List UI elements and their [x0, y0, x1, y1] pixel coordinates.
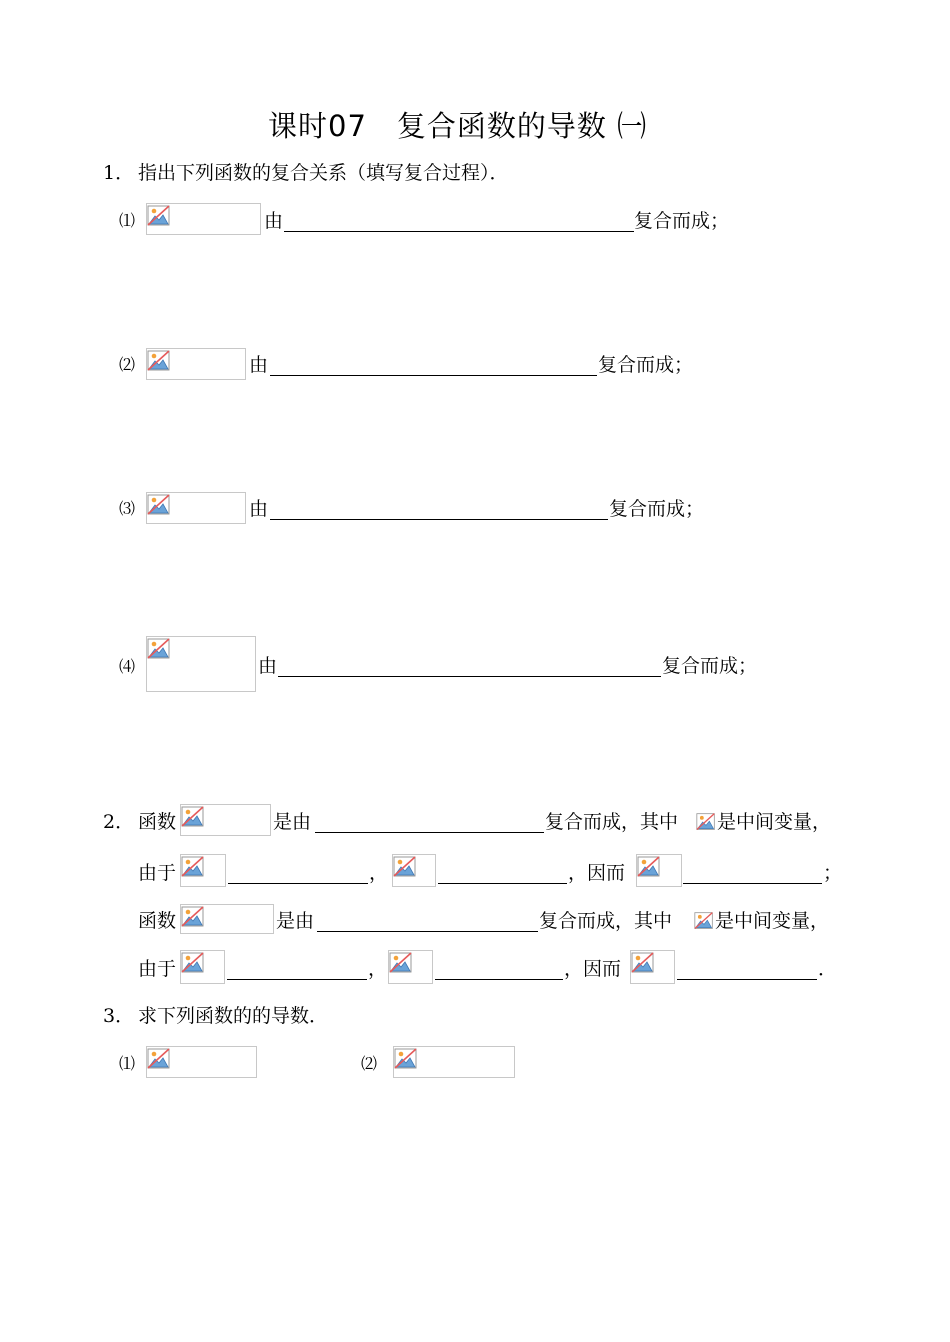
q1-item-end: 复合而成； — [598, 354, 694, 376]
broken-image-icon — [147, 493, 171, 517]
q1-item-end: 复合而成； — [609, 498, 705, 520]
formula-image — [180, 854, 226, 887]
q1-item-mid: 由 — [249, 498, 269, 520]
broken-image-icon — [181, 805, 205, 829]
q2-number: 2． — [103, 811, 135, 833]
answer-blank[interactable] — [270, 375, 597, 376]
broken-image-icon — [631, 951, 655, 975]
q2-line-text: 复合而成，其中 — [545, 811, 679, 833]
broken-image-icon — [393, 855, 417, 879]
answer-blank[interactable] — [227, 979, 367, 980]
answer-blank[interactable] — [435, 979, 563, 980]
q2-line-text: ，因而 — [564, 958, 622, 980]
q1-item-label: ⑵ — [119, 355, 136, 374]
q2-line-text: 函数 — [138, 910, 177, 932]
q2-line-text: 由于 — [138, 958, 177, 980]
formula-image — [146, 492, 246, 524]
answer-blank[interactable] — [683, 883, 822, 884]
answer-blank[interactable] — [317, 931, 538, 932]
q1-item-end: 复合而成； — [634, 210, 730, 232]
answer-blank[interactable] — [228, 883, 368, 884]
formula-image — [146, 348, 246, 380]
q1-item-mid: 由 — [264, 210, 284, 232]
q2-line-text: ， — [369, 862, 389, 884]
formula-image — [630, 950, 675, 984]
q3-item-label: ⑴ — [119, 1054, 136, 1073]
q2-line-text: 由于 — [138, 862, 177, 884]
q2-line-text: 是由 — [276, 910, 315, 932]
broken-image-icon — [181, 905, 205, 929]
formula-image — [146, 636, 256, 692]
formula-image — [180, 904, 274, 934]
broken-image-icon — [147, 1047, 171, 1071]
q1-number: 1． — [103, 162, 135, 184]
q1-item-label: ⑶ — [119, 499, 136, 518]
answer-blank[interactable] — [438, 883, 567, 884]
q2-line-text: 是中间变量， — [715, 910, 830, 932]
formula-image — [180, 950, 225, 984]
broken-image-icon — [147, 204, 171, 228]
q2-line-text: ， — [368, 958, 388, 980]
q3-text: 求下列函数的的导数． — [138, 1005, 329, 1027]
broken-image-icon — [637, 855, 661, 879]
answer-blank[interactable] — [284, 231, 634, 232]
formula-image — [393, 1046, 515, 1078]
formula-image — [696, 812, 716, 832]
q2-line-text: 是中间变量， — [717, 811, 832, 833]
broken-image-icon — [147, 349, 171, 373]
page-title: 课时07 复合函数的导数 ㈠ — [268, 109, 648, 143]
formula-image — [636, 854, 682, 887]
broken-image-icon — [389, 951, 413, 975]
formula-image — [146, 1046, 257, 1078]
broken-image-icon — [181, 951, 205, 975]
broken-image-icon — [181, 855, 205, 879]
q3-number: 3． — [103, 1005, 135, 1027]
broken-image-icon — [147, 637, 171, 661]
q2-line-text: ． — [818, 958, 838, 980]
q1-item-label: ⑴ — [119, 211, 136, 230]
broken-image-icon — [696, 812, 716, 832]
q3-item-label: ⑵ — [361, 1054, 378, 1073]
formula-image — [392, 854, 436, 887]
answer-blank[interactable] — [278, 676, 661, 677]
q2-line-text: 复合而成，其中 — [539, 910, 673, 932]
broken-image-icon — [694, 911, 714, 931]
q1-item-end: 复合而成； — [662, 655, 758, 677]
q1-item-mid: 由 — [249, 354, 269, 376]
answer-blank[interactable] — [677, 979, 817, 980]
answer-blank[interactable] — [270, 519, 608, 520]
q1-item-label: ⑷ — [119, 657, 136, 676]
q1-item-mid: 由 — [258, 655, 278, 677]
formula-image — [694, 911, 714, 931]
q2-line-text: 函数 — [138, 811, 177, 833]
broken-image-icon — [394, 1047, 418, 1071]
formula-image — [388, 950, 433, 984]
q2-line-text: ，因而 — [568, 862, 626, 884]
q1-text: 指出下列函数的复合关系（填写复合过程）． — [138, 162, 509, 184]
answer-blank[interactable] — [315, 832, 544, 833]
q2-line-text: ； — [823, 862, 843, 884]
formula-image — [180, 804, 271, 836]
q2-line-text: 是由 — [273, 811, 312, 833]
formula-image — [146, 203, 261, 235]
